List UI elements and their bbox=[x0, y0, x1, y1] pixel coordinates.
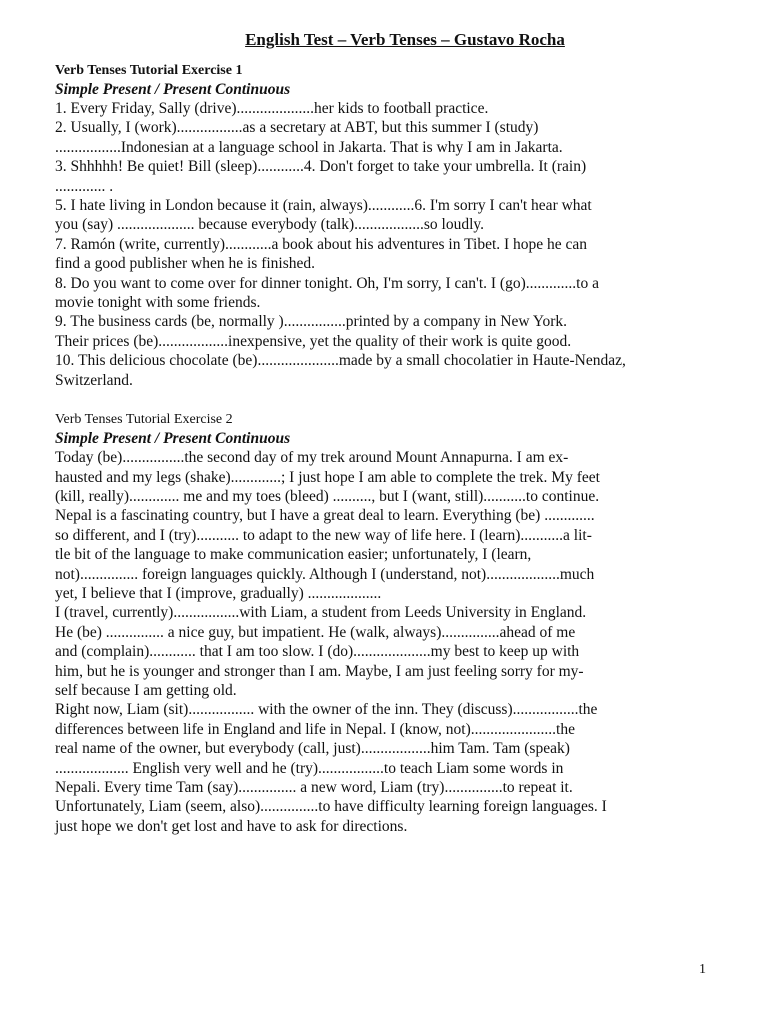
text-line: 9. The business cards (be, normally )................printed by a company in New York. bbox=[55, 313, 567, 331]
text-line: Nepal is a fascinating country, but I have a great deal to learn. Everything (be) ............. bbox=[55, 507, 595, 525]
text-line: ............. . bbox=[55, 177, 114, 195]
text-line: and (complain)............ that I am too slow. I (do)....................my best to keep up with bbox=[55, 643, 580, 661]
text-line: 1. Every Friday, Sally (drive)....................her kids to football practice. bbox=[55, 100, 489, 117]
page-number: 1 bbox=[699, 962, 706, 977]
document-title: English Test – Verb Tenses – Gustavo Rocha bbox=[245, 30, 565, 49]
text-line: hausted and my legs (shake).............; I just hope I am able to complete the trek. My feet bbox=[55, 468, 600, 486]
text-line: you (say) .................... because everybody (talk)..................so loudly. bbox=[55, 216, 485, 234]
section-spacer bbox=[55, 390, 725, 407]
text-line: not)............... foreign languages quickly. Although I (understand, not)...................much bbox=[55, 565, 595, 583]
text-line: 5. I hate living in London because it (rain, always)............6. I'm sorry I can't hear what bbox=[55, 197, 592, 215]
document-page bbox=[55, 30, 725, 836]
text-line: tle bit of the language to make communication easier; unfortunately, I (learn, bbox=[55, 546, 532, 564]
text-line: 3. Shhhhh! Be quiet! Bill (sleep)............4. Don't forget to take your umbrella. It (rain) bbox=[55, 158, 587, 176]
text-line: movie tonight with some friends. bbox=[55, 294, 261, 312]
text-line: Right now, Liam (sit)................. with the owner of the inn. They (discuss).................the bbox=[55, 701, 598, 719]
text-line: Their prices (be)..................inexpensive, yet the quality of their work is quite good. bbox=[55, 332, 572, 350]
exercise1-subheading: Simple Present / Present Continuous bbox=[55, 81, 291, 98]
text-line: him, but he is younger and stronger than I am. Maybe, I am just feeling sorry for my- bbox=[55, 662, 584, 680]
text-line: real name of the owner, but everybody (call, just)..................him Tam. Tam (speak) bbox=[55, 740, 570, 758]
text-line: .................Indonesian at a language school in Jakarta. That is why I am in Jakarta. bbox=[55, 138, 563, 156]
text-line: 8. Do you want to come over for dinner tonight. Oh, I'm sorry, I can't. I (go).............to a bbox=[55, 274, 599, 292]
exercise1-heading: Verb Tenses Tutorial Exercise 1 bbox=[55, 63, 243, 78]
text-line: (kill, really)............. me and my toes (bleed) .........., but I (want, still)...........to continue. bbox=[55, 487, 600, 505]
text-line: self because I am getting old. bbox=[55, 681, 237, 699]
text-line: 7. Ramón (write, currently)............a book about his adventures in Tibet. I hope he can bbox=[55, 235, 588, 253]
exercise1-body bbox=[55, 99, 725, 390]
text-line: Switzerland. bbox=[55, 371, 133, 389]
text-line: ................... English very well and he (try).................to teach Liam some words in bbox=[55, 759, 564, 777]
exercise2-heading: Verb Tenses Tutorial Exercise 2 bbox=[55, 412, 233, 428]
text-line: He (be) ............... a nice guy, but impatient. He (walk, always)...............ahead of me bbox=[55, 623, 576, 641]
exercise2-body bbox=[55, 448, 725, 836]
exercise2-subheading: Simple Present / Present Continuous bbox=[55, 430, 291, 448]
text-line: I (travel, currently).................with Liam, a student from Leeds University in England. bbox=[55, 604, 587, 622]
text-line: 2. Usually, I (work).................as a secretary at ABT, but this summer I (study) bbox=[55, 119, 539, 137]
text-line: yet, I believe that I (improve, gradually) ................... bbox=[55, 584, 382, 602]
text-line: Unfortunately, Liam (seem, also)...............to have difficulty learning foreign languages. I bbox=[55, 798, 607, 816]
text-line: Today (be)................the second day of my trek around Mount Annapurna. I am ex- bbox=[55, 449, 569, 467]
text-line: so different, and I (try)........... to adapt to the new way of life here. I (learn)...........a lit- bbox=[55, 526, 592, 544]
text-line: Nepali. Every time Tam (say)............... a new word, Liam (try)...............to repeat it. bbox=[55, 779, 573, 796]
text-line: differences between life in England and life in Nepal. I (know, not)......................the bbox=[55, 720, 575, 738]
text-line: 10. This delicious chocolate (be).....................made by a small chocolatier in Haute-Nendaz, bbox=[55, 352, 626, 370]
text-line: just hope we don't get lost and have to ask for directions. bbox=[55, 817, 408, 835]
text-line: find a good publisher when he is finished. bbox=[55, 255, 316, 273]
